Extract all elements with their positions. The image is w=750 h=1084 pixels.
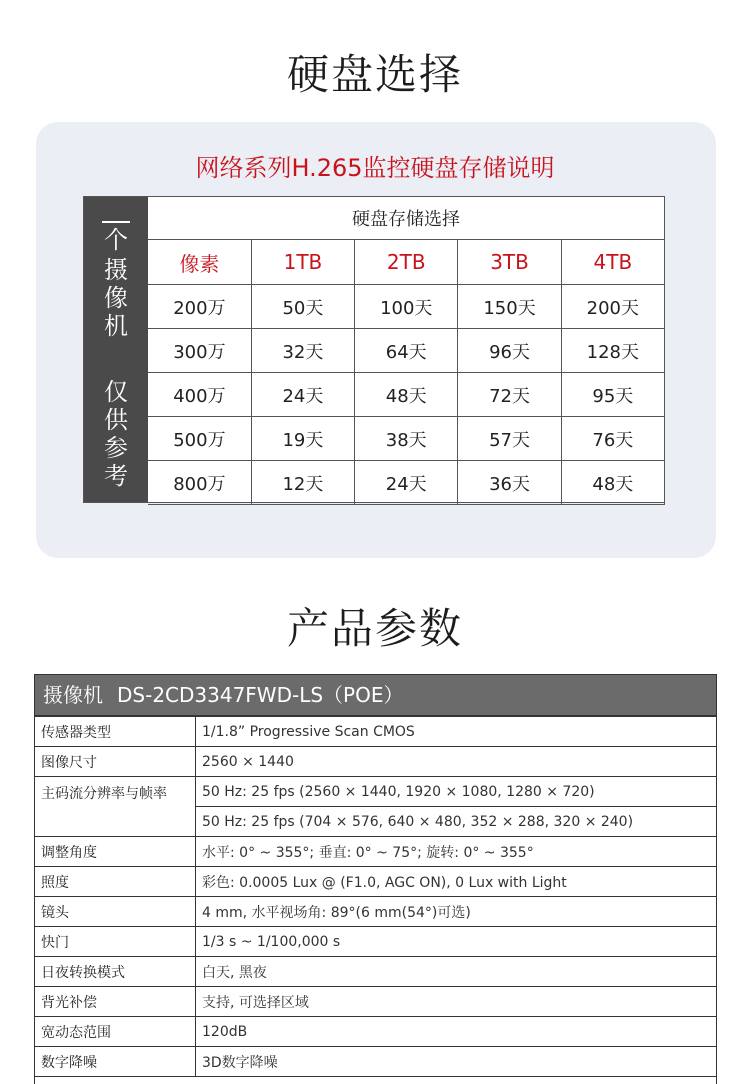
table-row <box>35 987 716 1017</box>
side-label <box>84 197 148 502</box>
storage-panel-title: 网络系列H.265监控硬盘存储说明 <box>195 154 555 182</box>
table-cell: 32天 <box>251 329 354 373</box>
table-row <box>35 1047 716 1077</box>
section-title-params: 产品参数 <box>286 604 463 653</box>
table-row <box>35 927 716 957</box>
table-cell: 48天 <box>355 373 458 417</box>
table-row <box>35 1017 716 1047</box>
table-cell: 57天 <box>458 417 561 461</box>
storage-table <box>148 197 665 505</box>
table-cell: 19天 <box>251 417 354 461</box>
param-key: 镜头 <box>35 897 196 927</box>
table-cell: 95天 <box>561 373 664 417</box>
param-key: 背光补偿 <box>35 987 196 1017</box>
params-table <box>35 716 716 1077</box>
section-title-hdd: 硬盘选择 <box>286 50 463 99</box>
side-char: 机 <box>104 312 128 340</box>
side-dash <box>102 221 130 223</box>
param-key: 日夜转换模式 <box>35 957 196 987</box>
table-cell: 200天 <box>561 285 664 329</box>
param-key: 主码流分辨率与帧率 <box>35 777 196 837</box>
table-cell: 800万 <box>148 461 251 505</box>
param-value: 彩色: 0.0005 Lux @ (F1.0, AGC ON), 0 Lux with Light <box>196 867 717 897</box>
side-char: 供 <box>104 406 128 434</box>
params-header <box>35 675 716 716</box>
table-row <box>148 373 665 417</box>
table-cell: 38天 <box>355 417 458 461</box>
table-cell: 200万 <box>148 285 251 329</box>
side-char: 像 <box>104 284 128 312</box>
param-value: 支持, 可选择区域 <box>196 987 717 1017</box>
param-key: 调整角度 <box>35 837 196 867</box>
table-cell: 96天 <box>458 329 561 373</box>
column-header: 3TB <box>458 240 561 285</box>
param-key: 图像尺寸 <box>35 747 196 777</box>
param-value: 1/3 s ~ 1/100,000 s <box>196 927 717 957</box>
side-char: 个 <box>104 226 128 254</box>
table-row <box>35 837 716 867</box>
table-cell: 12天 <box>251 461 354 505</box>
table-row <box>35 867 716 897</box>
param-key: 数字降噪 <box>35 1047 196 1077</box>
side-char: 摄 <box>104 256 128 284</box>
side-char: 参 <box>104 434 128 462</box>
table-cell: 24天 <box>251 373 354 417</box>
column-header: 4TB <box>561 240 664 285</box>
table-row <box>148 461 665 505</box>
table-cell: 72天 <box>458 373 561 417</box>
table-row <box>35 717 716 747</box>
param-value: 1/1.8” Progressive Scan CMOS <box>196 717 717 747</box>
column-header: 1TB <box>251 240 354 285</box>
params-table-wrap <box>34 674 717 1084</box>
storage-table-wrap <box>83 196 665 503</box>
param-key: 照度 <box>35 867 196 897</box>
column-header: 2TB <box>355 240 458 285</box>
param-value: 50 Hz: 25 fps (704 × 576, 640 × 480, 352 × 288, 320 × 240) <box>196 807 717 837</box>
table-cell: 64天 <box>355 329 458 373</box>
side-char: 仅 <box>104 378 128 406</box>
table-row <box>35 897 716 927</box>
table-cell: 36天 <box>458 461 561 505</box>
params-model: DS-2CD3347FWD-LS（POE） <box>117 683 404 707</box>
param-key: 宽动态范围 <box>35 1017 196 1047</box>
param-value: 2560 × 1440 <box>196 747 717 777</box>
params-head-label: 摄像机 <box>43 683 103 707</box>
table-cell: 100天 <box>355 285 458 329</box>
table-cell: 128天 <box>561 329 664 373</box>
table-cell: 150天 <box>458 285 561 329</box>
table-row <box>148 285 665 329</box>
table-row <box>148 329 665 373</box>
table-row <box>35 747 716 777</box>
param-value: 白天, 黑夜 <box>196 957 717 987</box>
table-cell: 50天 <box>251 285 354 329</box>
storage-header: 硬盘存储选择 <box>148 197 665 240</box>
table-cell: 48天 <box>561 461 664 505</box>
param-key: 快门 <box>35 927 196 957</box>
table-cell: 300万 <box>148 329 251 373</box>
table-row <box>35 957 716 987</box>
param-key: 传感器类型 <box>35 717 196 747</box>
param-value: 120dB <box>196 1017 717 1047</box>
table-cell: 24天 <box>355 461 458 505</box>
param-value: 水平: 0° ~ 355°; 垂直: 0° ~ 75°; 旋转: 0° ~ 355° <box>196 837 717 867</box>
table-cell: 400万 <box>148 373 251 417</box>
table-cell: 500万 <box>148 417 251 461</box>
param-value: 50 Hz: 25 fps (2560 × 1440, 1920 × 1080, 1280 × 720) <box>196 777 717 807</box>
table-cell: 76天 <box>561 417 664 461</box>
side-char: 考 <box>104 462 128 490</box>
param-value: 4 mm, 水平视场角: 89°(6 mm(54°)可选) <box>196 897 717 927</box>
param-value: 3D数字降噪 <box>196 1047 717 1077</box>
table-row <box>148 417 665 461</box>
table-row <box>35 777 716 807</box>
column-header: 像素 <box>148 240 251 285</box>
